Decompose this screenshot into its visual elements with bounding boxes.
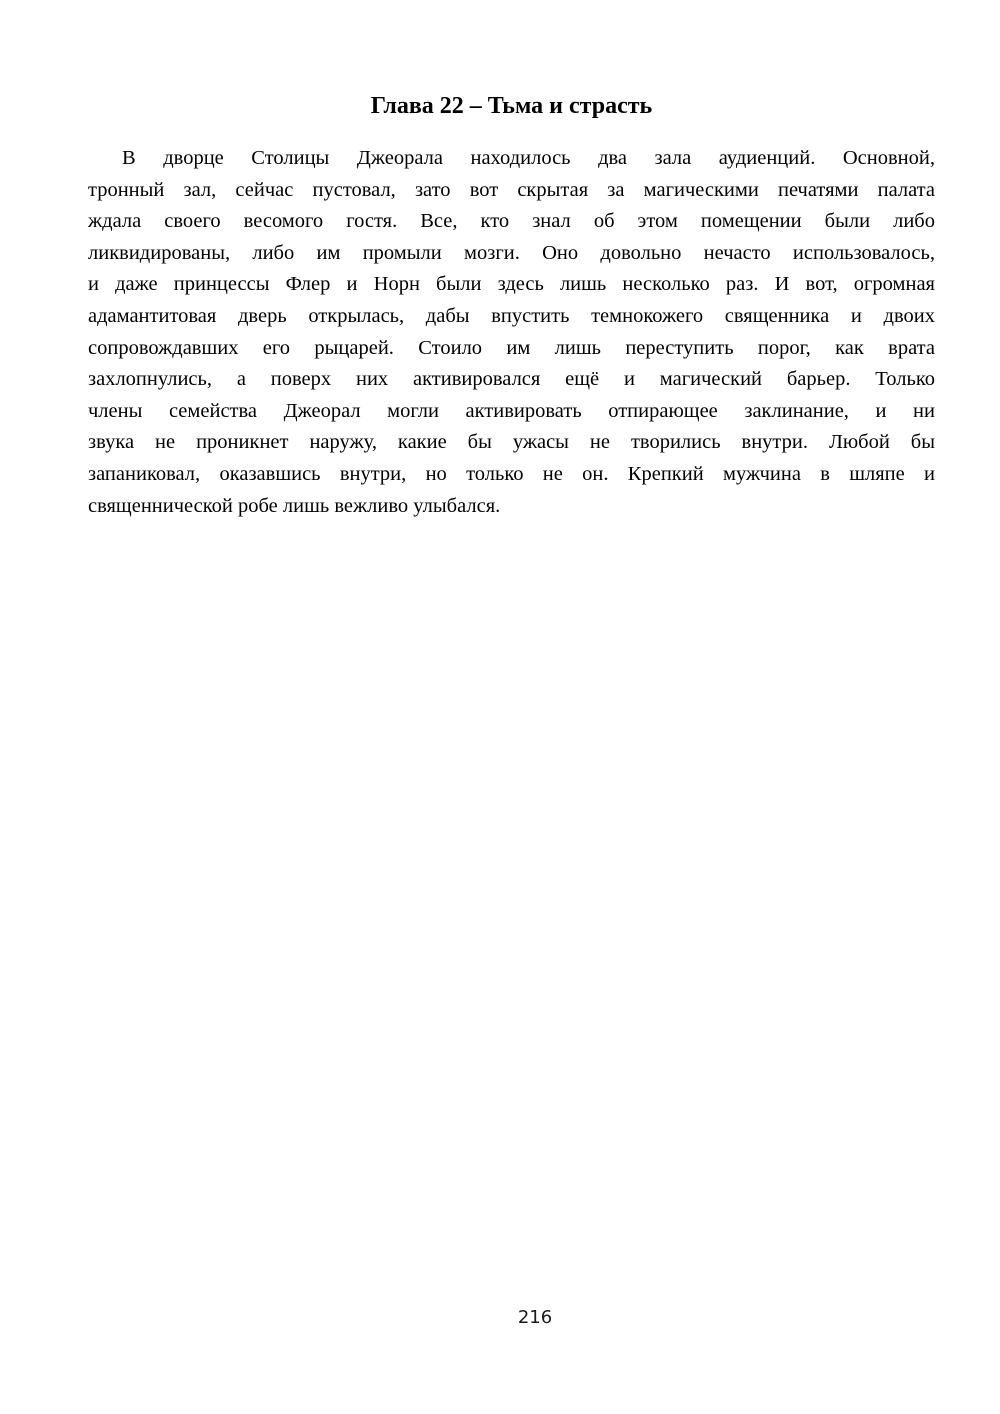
chapter-paragraph [88,143,935,522]
paragraph-line: захлопнулись, а поверх них активировался ещё и магический барьер. Только [88,368,935,391]
paragraph-line: члены семейства Джеорал могли активировать отпирающее заклинание, и ни [88,399,935,422]
paragraph-line: тронный зал, сейчас пустовал, зато вот скрытая за магическими печатями палата [88,178,935,201]
paragraph-line: ждала своего весомого гостя. Все, кто знал об этом помещении были либо [88,210,935,233]
paragraph-line: сопровождавших его рыцарей. Стоило им лишь переступить порог, как врата [88,336,935,359]
paragraph-line: адамантитовая дверь открылась, дабы впустить темнокожего священника и двоих [88,304,935,327]
paragraph-line: ликвидированы, либо им промыли мозги. Оно довольно нечасто использовалось, [88,241,935,264]
page-number: 216 [517,1307,553,1328]
paragraph-line: звука не проникнет наружу, какие бы ужасы не творились внутри. Любой бы [88,431,935,454]
paragraph-line: и даже принцессы Флер и Норн были здесь лишь несколько раз. И вот, огромная [88,273,935,296]
paragraph-line: В дворце Столицы Джеорала находилось два зала аудиенций. Основной, [122,147,935,169]
chapter-title: Глава 22 – Тьма и страсть [370,93,653,119]
paragraph-line: запаниковал, оказавшись внутри, но только не он. Крепкий мужчина в шляпе и [88,462,935,485]
paragraph-line: священнической робе лишь вежливо улыбался. [88,494,501,517]
